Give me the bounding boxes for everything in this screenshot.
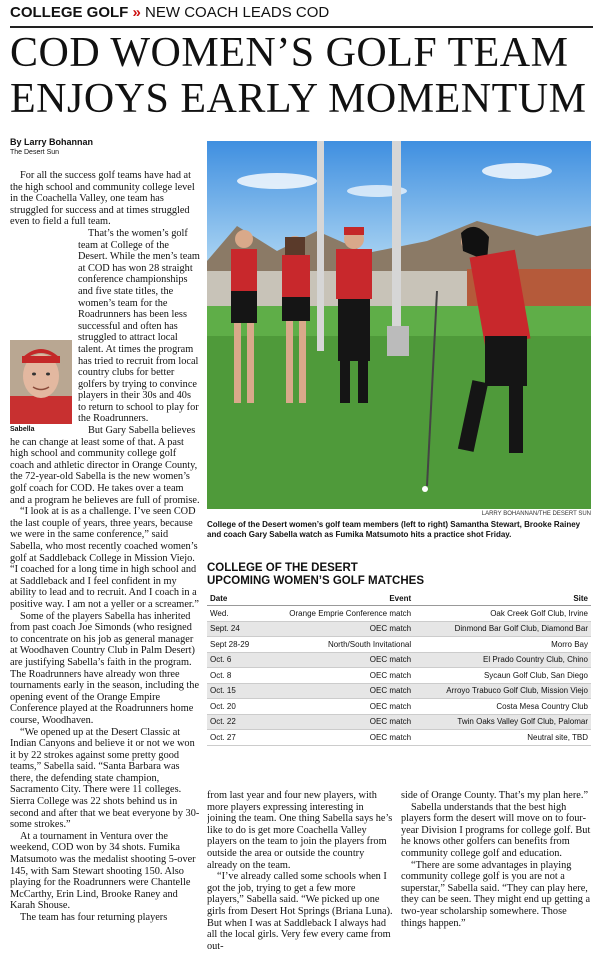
paragraph: “We opened up at the Desert Classic at Indian Canyons and believe it or not we won it by 22 strokes against some pretty good teams,” Sabella said. “Santa Barbara was there, the defending state champion, Sacramento City. There were 11 colleges. Sierra College was 22 shots behind us in second and after that we beat everyone by 30-some strokes.”: [10, 726, 200, 831]
schedule-table: [207, 592, 591, 746]
headline: COD WOMEN’S GOLF TEAM ENJOYS EARLY MOMENTUM: [10, 30, 587, 122]
section-kicker: [10, 4, 329, 21]
paragraph: “There are some advantages in playing community college golf is you are not a superstar,” Sabella said. “They can play here, they can be seen. They might end up getting a two-year scholarship somewhere. Those things happen.”: [401, 859, 591, 929]
cell-site: Dinmond Bar Golf Club, Diamond Bar: [414, 621, 591, 637]
team-photo: [207, 141, 591, 509]
table-row: [207, 714, 591, 730]
table-row: [207, 668, 591, 684]
cell-date: Oct. 20: [207, 699, 261, 715]
sabella-headshot: [10, 340, 72, 424]
kicker-rule: [10, 26, 593, 28]
cell-site: Sycaun Golf Club, San Diego: [414, 668, 591, 684]
photo-caption: College of the Desert women’s golf team members (left to right) Samantha Stewart, Brooke Rainey and coach Gary Sabella watch as Fumika Matsumoto hits a practice shot Friday.: [207, 520, 581, 539]
cell-date: Sept. 24: [207, 621, 261, 637]
paragraph: For all the success golf teams have had at the high school and community college level in the Coachella Valley, one team has struggled for success and at times struggled even to field a full team.: [10, 170, 195, 228]
paragraph: from last year and four new players, with more players expressing interesting in joining the team. One thing Sabella says he’s like to do is get more Coachella Valley players on the team to join the players from outside the area or outside the country already on the team.: [207, 790, 393, 871]
cell-site: Twin Oaks Valley Golf Club, Palomar: [414, 714, 591, 730]
cell-date: Oct. 8: [207, 668, 261, 684]
cell-date: Oct. 27: [207, 730, 261, 746]
cell-event: North/South Invitational: [261, 637, 414, 653]
paragraph: “I’ve already called some schools when I got the job, trying to get a few more players,” Sabella said. “We picked up one girls from Desert Hot Springs (Briana Luna). But when I was at Saddleback I always had all the local girls. Very few every came from out-: [207, 871, 393, 952]
cell-date: Oct. 22: [207, 714, 261, 730]
paragraph: But Gary Sabella believes he can change at least some of that. A past high school and community college golf coach and athletic director in Orange County, the 72-year-old Sabella is the new women’s golf coach for COD. He takes over a team and a program he believes are full of promise.: [10, 425, 200, 506]
table-row: [207, 652, 591, 668]
cell-event: OEC match: [261, 714, 414, 730]
cell-event: OEC match: [261, 621, 414, 637]
cell-site: Costa Mesa Country Club: [414, 699, 591, 715]
byline-author: By Larry Bohannan: [10, 137, 94, 147]
header-event: Event: [261, 592, 414, 606]
table-row: [207, 621, 591, 637]
table-row: [207, 637, 591, 653]
paragraph: The team has four returning players: [20, 912, 168, 923]
cell-event: OEC match: [261, 683, 414, 699]
table-row: [207, 730, 591, 746]
cell-site: Oak Creek Golf Club, Irvine: [414, 606, 591, 622]
paragraph: That’s the women’s golf team at College of the Desert. While the men’s team at COD has won 28 straight conference championships and five state titles, the women’s team for the Roadrunners has been less successful and often has struggled to attract local talent. At times the program has tried to recruit from local country clubs for better golfers by trying to convince players in their 30s and 40s to return to school to play for the Roadrunners.: [78, 227, 200, 425]
cell-event: OEC match: [261, 668, 414, 684]
cell-site: Morro Bay: [414, 637, 591, 653]
cell-date: Sept 28-29: [207, 637, 261, 653]
paragraph: side of Orange County. That’s my plan here.”: [401, 790, 589, 801]
photo-credit: LARRY BOHANNAN/THE DESERT SUN: [481, 511, 591, 517]
article-column-2: [207, 790, 393, 960]
kicker-separator: »: [132, 4, 141, 21]
cell-event: OEC match: [261, 699, 414, 715]
header-site: Site: [414, 592, 591, 606]
sabella-photo-caption: Sabella: [10, 425, 35, 433]
byline-paper: The Desert Sun: [10, 149, 60, 156]
cell-event: OEC match: [261, 730, 414, 746]
table-row: [207, 683, 591, 699]
schedule-title-line1: COLLEGE OF THE DESERT: [207, 562, 358, 574]
kicker-section: COLLEGE GOLF: [10, 4, 129, 21]
paragraph: At a tournament in Ventura over the weekend, COD won by 34 shots. Fumika Matsumoto was the medalist shooting 5-over 145, with Sam Stewart shooting 150. Also playing for the Roadrunners were Chantelle McCarthy, Erin Lind, Brooke Raney and Karah Shouse.: [10, 830, 196, 912]
cell-date: Wed.: [207, 606, 261, 622]
table-row: [207, 699, 591, 715]
article-column-1: [10, 170, 200, 960]
cell-site: Arroyo Trabuco Golf Club, Mission Viejo: [414, 683, 591, 699]
cell-date: Oct. 6: [207, 652, 261, 668]
cell-event: OEC match: [261, 652, 414, 668]
match-schedule: [207, 562, 591, 746]
schedule-header-row: [207, 592, 591, 606]
cell-date: Oct. 15: [207, 683, 261, 699]
header-date: Date: [207, 592, 261, 606]
article-column-3: [401, 790, 591, 960]
paragraph: Some of the players Sabella has inherited from past coach Joe Simonds (who resigned to concentrate on his job as general manager at Woodhaven Country Club in Palm Desert) are justifying Sabella’s faith in the program. The Roadrunners have already won three tournaments early in the season, including the opening event of the Orange Empire Conference played at the Roadrunners home course, Woodhaven.: [10, 610, 200, 726]
cell-site: El Prado Country Club, Chino: [414, 652, 591, 668]
kicker-topic: NEW COACH LEADS COD: [145, 4, 330, 21]
paragraph: “I look at is as a challenge. I’ve seen COD the last couple of years, three years, because we were in the same conference,” said Sabella, who most recently coached women’s golf at Saddleback College in Mission Viejo. “I coached for a long time in high school and at Saddleback and I feel confident in my ability to lead and to recruit. And I coach in a positive way. I am not a yeller or a screamer.”: [10, 506, 199, 610]
cell-event: Orange Emprie Conference match: [261, 606, 414, 622]
schedule-title-line2: UPCOMING WOMEN’S GOLF MATCHES: [207, 575, 425, 587]
table-row: [207, 606, 591, 622]
cell-site: Neutral site, TBD: [414, 730, 591, 746]
paragraph: Sabella understands that the best high players form the desert will move on to four-year Division I programs for college golf. But he knows other golfers can benefits from community college golf and education.: [401, 801, 591, 859]
